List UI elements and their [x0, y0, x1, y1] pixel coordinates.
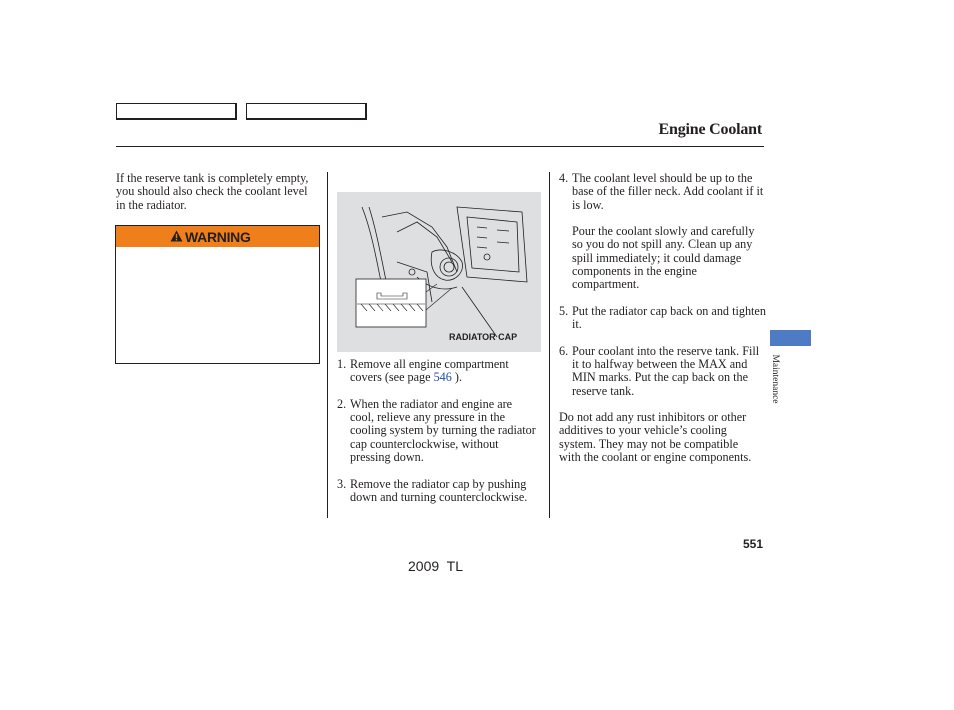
warning-triangle-icon — [170, 229, 183, 245]
step-number: 1. — [337, 357, 347, 371]
list-item — [559, 172, 767, 292]
step-number: 5. — [559, 303, 569, 318]
step-text: Pour coolant into the reserve tank. Fill it to halfway between the MAX and MIN marks. Put the cap back on the reserve tank. — [572, 343, 760, 398]
warning-label: WARNING — [185, 228, 251, 245]
steps-list-right — [559, 172, 767, 398]
additives-note: Do not add any rust inhibitors or other additives to your vehicle’s cooling system. They may not be compatible with the coolant or engine components. — [559, 410, 752, 464]
step-text: Put the radiator cap back on and tighten it. — [572, 303, 766, 332]
step-number: 4. — [559, 171, 569, 185]
figure-label: RADIATOR CAP — [449, 332, 518, 342]
step-text: Remove all engine compartment covers (see page — [350, 357, 509, 385]
section-tab-label: Maintenance — [770, 354, 780, 404]
intro-text: If the reserve tank is completely empty, you should also check the coolant level in the radiator. — [116, 171, 309, 212]
step-text-end: ). — [451, 370, 463, 385]
section-tab-maintenance[interactable] — [770, 330, 811, 346]
warning-box — [115, 225, 320, 364]
column-divider-right — [549, 172, 550, 518]
title-divider — [116, 146, 764, 147]
list-item — [337, 478, 537, 505]
step-text: The coolant level should be up to the base of the filler neck. Add coolant if it is low. — [572, 171, 764, 212]
nav-button-previous[interactable] — [116, 103, 237, 120]
radiator-cap-illustration — [337, 192, 541, 352]
footer-model: 2009 TL — [408, 558, 464, 574]
step-number: 3. — [337, 476, 347, 491]
list-item — [559, 305, 767, 332]
list-item — [337, 358, 537, 385]
list-item — [559, 345, 767, 398]
step-extra-text: Pour the coolant slowly and carefully so you do not spill any. Clean up any spill immediately; it could damage components in the engine compartment. — [572, 224, 755, 292]
page-link[interactable]: 546 — [433, 370, 452, 385]
list-item — [337, 398, 537, 464]
section-title: Engine Coolant — [658, 121, 762, 138]
nav-button-next[interactable] — [246, 103, 367, 120]
step-number: 6. — [559, 343, 569, 358]
steps-list-middle — [337, 358, 537, 504]
step-number: 2. — [337, 396, 347, 411]
radiator-illustration — [337, 192, 541, 352]
step-text: When the radiator and engine are cool, relieve any pressure in the cooling system by turning the radiator cap counterclockwise, without pressing down. — [350, 396, 536, 465]
column-divider-left — [327, 172, 328, 518]
warning-header — [116, 226, 319, 247]
page-number: 551 — [742, 537, 763, 551]
step-text: Remove the radiator cap by pushing down and turning counterclockwise. — [350, 476, 528, 504]
